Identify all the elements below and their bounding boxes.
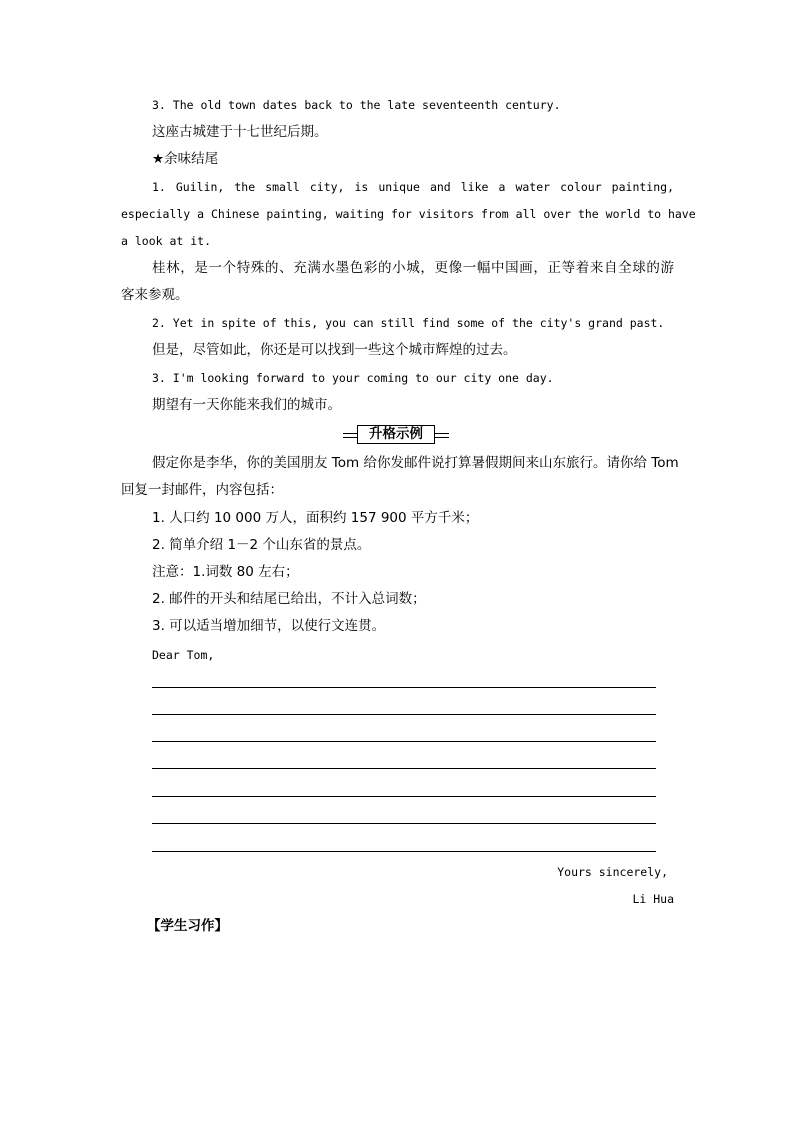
writing-line[interactable]: [152, 823, 656, 824]
section-title: 升格示例: [357, 425, 435, 444]
letter-closing: Yours sincerely,: [557, 865, 668, 879]
prompt-line-1: 假定你是李华，你的美国朋友 Tom 给你发邮件说打算暑假期间来山东旅行。请你给 Tom: [152, 455, 679, 471]
ending-cn-2: 但是，尽管如此，你还是可以找到一些这个城市辉煌的过去。: [152, 342, 517, 358]
ending-en-3: 3. I'm looking forward to your coming to our city one day.: [152, 371, 554, 385]
ending-en-2: 2. Yet in spite of this, you can still find some of the city's grand past.: [152, 316, 665, 330]
writing-line[interactable]: [152, 741, 656, 742]
ending-cn-1-line2: 客来参观。: [121, 287, 189, 303]
sentence-cn-3: 这座古城建于十七世纪后期。: [152, 124, 328, 140]
prompt-point-1: 1. 人口约 10 000 万人，面积约 157 900 平方千米；: [152, 510, 479, 526]
letter-signature: Li Hua: [632, 892, 674, 906]
subheading-ending: ★余味结尾: [152, 151, 219, 167]
prompt-note-2: 2. 邮件的开头和结尾已给出，不计入总词数；: [152, 591, 426, 607]
letter-greeting: Dear Tom,: [152, 648, 215, 662]
prompt-note-3: 3. 可以适当增加细节，以使行文连贯。: [152, 618, 386, 634]
writing-line[interactable]: [152, 796, 656, 797]
writing-line[interactable]: [152, 851, 656, 852]
writing-line[interactable]: [152, 714, 656, 715]
prompt-note-1: 注意：1.词数 80 左右；: [152, 564, 299, 580]
ending-en-1-line2: especially a Chinese painting, waiting for visitors from all over the world to have: [121, 207, 696, 221]
sentence-en-3: 3. The old town dates back to the late seventeenth century.: [152, 98, 561, 112]
ending-cn-3: 期望有一天你能来我们的城市。: [152, 397, 341, 413]
writing-line[interactable]: [152, 768, 656, 769]
student-work-label: 【学生习作】: [147, 918, 228, 934]
banner-rule-right: [435, 433, 449, 438]
ending-en-1-line1: 1. Guilin, the small city, is unique and like a water colour painting,: [152, 180, 674, 194]
ending-cn-1-line1: 桂林，是一个特殊的、充满水墨色彩的小城，更像一幅中国画，正等着来自全球的游: [152, 260, 674, 276]
prompt-point-2: 2. 简单介绍 1－2 个山东省的景点。: [152, 537, 371, 553]
writing-line[interactable]: [152, 687, 656, 688]
banner-rule-left: [343, 433, 357, 438]
section-title-banner: [343, 425, 449, 443]
prompt-line-2: 回复一封邮件，内容包括：: [121, 482, 283, 498]
ending-en-1-line3: a look at it.: [121, 234, 212, 248]
